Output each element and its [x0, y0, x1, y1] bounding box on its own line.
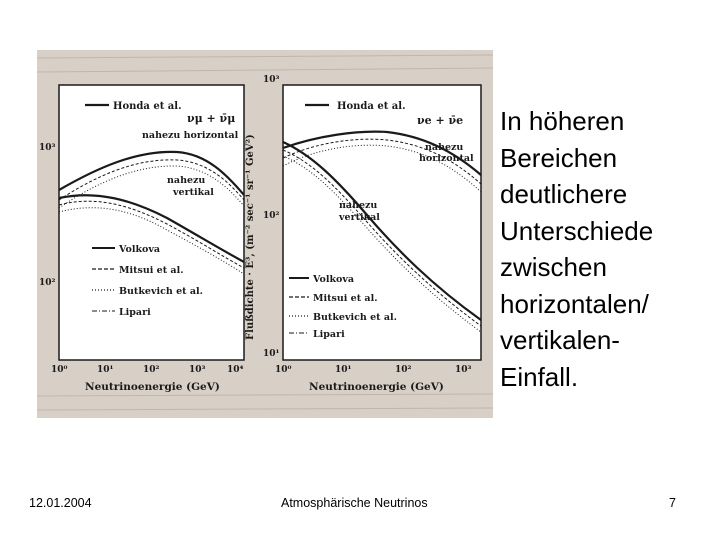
- left-ytick-1: 10²: [39, 278, 56, 288]
- side-text-line: Bereichen: [500, 142, 618, 173]
- figure-svg: [37, 50, 493, 418]
- right-flavor-label: νe + ν̄e: [417, 114, 464, 127]
- side-text-line: Einfall.: [500, 361, 579, 392]
- left-ytick-0: 10³: [39, 143, 56, 153]
- left-legend-mitsui: Mitsui et al.: [119, 265, 184, 276]
- right-xlabel: Neutrinoenergie (GeV): [309, 381, 444, 393]
- right-label-horizontal-2: horizontal: [419, 153, 474, 164]
- right-label-horizontal-1: nahezu: [425, 142, 464, 153]
- side-text-line: deutlichere: [500, 179, 628, 209]
- side-text-line: horizontalen/: [500, 288, 649, 319]
- right-xtick-3: 10³: [455, 365, 472, 375]
- side-text-line: In höheren: [500, 106, 625, 136]
- right-ytick-1: 10²: [263, 211, 280, 221]
- right-legend-butkevich: Butkevich et al.: [313, 312, 397, 323]
- scanned-figure: [37, 50, 493, 418]
- right-legend-honda: Honda et al.: [337, 101, 406, 112]
- left-xlabel: Neutrinoenergie (GeV): [85, 381, 220, 393]
- right-xtick-0: 10⁰: [275, 365, 292, 375]
- left-xtick-3: 10³: [189, 365, 206, 375]
- side-text-line: zwischen: [500, 252, 607, 282]
- right-ylabel: Flußdichte · E³, (m⁻² sec⁻¹ sr⁻¹ GeV²): [245, 134, 256, 340]
- right-xtick-1: 10¹: [335, 365, 352, 375]
- side-text: [500, 103, 710, 395]
- footer-title: Atmosphärische Neutrinos: [281, 496, 428, 510]
- footer-page-number: 7: [669, 496, 676, 510]
- left-xtick-1: 10¹: [97, 365, 114, 375]
- left-label-vertical-1: nahezu: [167, 175, 206, 186]
- right-ytick-2: 10¹: [263, 349, 280, 359]
- right-legend-mitsui: Mitsui et al.: [313, 293, 378, 304]
- left-legend-volkova: Volkova: [119, 244, 161, 255]
- right-legend-volkova: Volkova: [313, 274, 355, 285]
- right-legend-lipari: Lipari: [313, 329, 345, 340]
- side-text-line: Unterschiede: [500, 215, 654, 246]
- left-flavor-label: νμ + ν̄μ: [187, 112, 236, 125]
- right-ytick-0: 10³: [263, 75, 280, 85]
- left-xtick-4: 10⁴: [227, 365, 244, 375]
- left-label-horizontal: nahezu horizontal: [142, 130, 239, 141]
- right-label-vertical-1: nahezu: [339, 200, 378, 211]
- side-text-line: vertikalen-: [500, 325, 620, 355]
- right-plot: [245, 75, 481, 393]
- left-legend-honda: Honda et al.: [113, 101, 182, 112]
- footer-date: 12.01.2004: [29, 496, 92, 510]
- left-plot: [39, 85, 244, 393]
- left-xtick-0: 10⁰: [51, 365, 68, 375]
- left-label-vertical-2: vertikal: [173, 187, 214, 198]
- left-legend-butkevich: Butkevich et al.: [119, 286, 203, 297]
- left-legend-lipari: Lipari: [119, 307, 151, 318]
- left-xtick-2: 10²: [143, 365, 160, 375]
- right-label-vertical-2: vertikal: [339, 212, 380, 223]
- right-xtick-2: 10²: [395, 365, 412, 375]
